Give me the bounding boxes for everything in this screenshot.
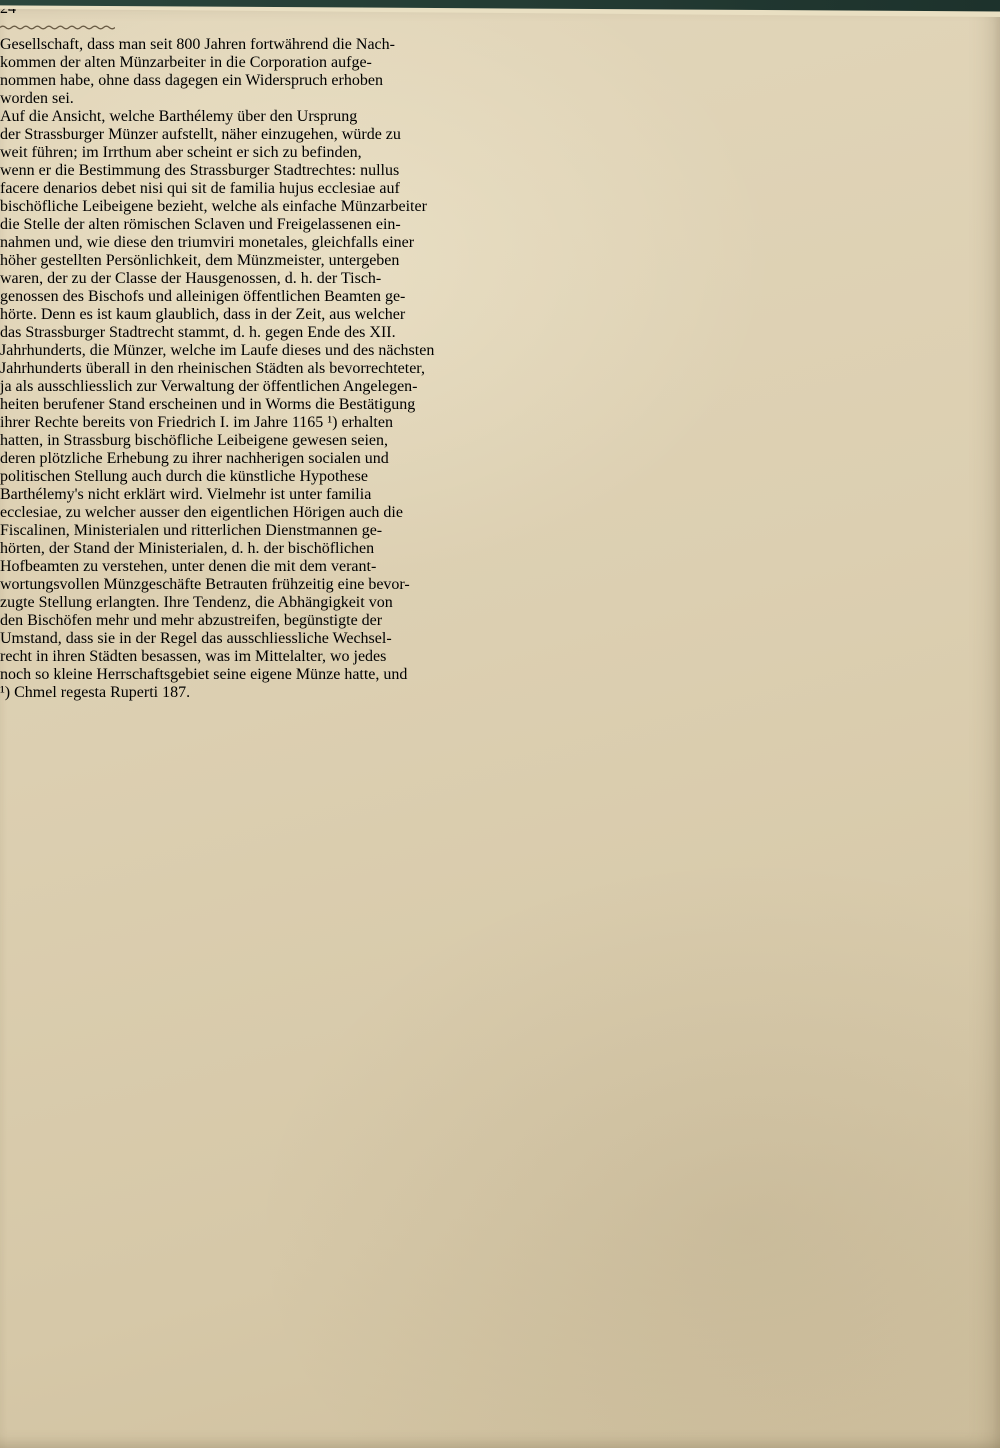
text-line <box>0 216 1000 234</box>
text-segment: hörten, der Stand der Ministerialen, d. h. der bischöflichen <box>0 540 375 557</box>
text-segment: hatten, in Strassburg bischöfliche Leibeigene gewesen seien, <box>0 432 389 449</box>
page-content <box>0 0 1000 702</box>
text-line <box>0 378 1000 396</box>
text-line <box>0 648 1000 666</box>
text-line <box>0 126 1000 144</box>
text-segment: wortungsvollen Münzgeschäfte Betrauten frühzeitig eine bevor- <box>0 576 410 593</box>
text-line <box>0 72 1000 90</box>
text-segment: weit führen; im Irrthum aber scheint er sich zu befinden, <box>0 144 362 161</box>
text-segment: erhalten <box>337 414 393 431</box>
text-line <box>0 360 1000 378</box>
text-line <box>0 594 1000 612</box>
text-line <box>0 432 1000 450</box>
text-segment: noch so kleine Herrschaftsgebiet seine eigene Münze hatte, und <box>0 666 408 683</box>
text-segment: worden sei. <box>0 90 74 107</box>
text-segment: Gesellschaft, dass man seit 800 Jahren fortwährend die Nach- <box>0 36 395 53</box>
text-segment: Hofbeamten zu verstehen, unter denen die mit dem verant- <box>0 558 377 575</box>
text-segment: das Strassburger Stadtrecht stammt, d. h. gegen Ende des XII. <box>0 324 396 341</box>
text-segment: der Strassburger Münzer aufstellt, näher einzugehen, würde zu <box>0 126 401 143</box>
text-line <box>0 90 1000 108</box>
text-line <box>0 324 1000 342</box>
text-segment: Barthélemy's nicht erklärt wird. Vielmehr ist unter <box>0 486 326 503</box>
text-segment: politischen Stellung auch durch die künstliche Hypothese <box>0 468 368 485</box>
text-line <box>0 414 1000 432</box>
text-line <box>0 486 1000 504</box>
text-line <box>0 252 1000 270</box>
text-segment: deren plötzliche Erhebung zu ihrer nachherigen socialen und <box>0 450 389 467</box>
text-segment: ihrer Rechte bereits von Friedrich I. im Jahre 1165 <box>0 414 328 431</box>
text-line <box>0 180 1000 198</box>
text-line <box>0 270 1000 288</box>
text-line <box>0 198 1000 216</box>
text-segment: Auf die Ansicht, welche Barthélemy über den Ursprung <box>0 108 358 125</box>
text-segment: auf <box>375 180 400 197</box>
latin-phrase: facere denarios debet nisi qui sit de familia hujus ecclesiae <box>0 180 376 197</box>
text-line <box>0 630 1000 648</box>
latin-phrase: familia <box>325 486 372 503</box>
text-segment: Fiscalinen, Ministerialen und ritterlichen Dienstmannen ge- <box>0 522 383 539</box>
text-segment: nommen habe, ohne dass dagegen ein Widerspruch erhoben <box>0 72 383 89</box>
text-segment: Jahrhunderts überall in den rheinischen Städten als bevorrechteter, <box>0 360 425 377</box>
footnote-marker: ¹) <box>0 684 11 701</box>
text-line <box>0 54 1000 72</box>
text-segment: nahmen und, wie diese den <box>0 234 178 251</box>
text-line <box>0 558 1000 576</box>
latin-phrase: triumviri monetales <box>177 234 304 251</box>
text-segment: Umstand, dass sie in der Regel das ausschliessliche Wechsel- <box>0 630 392 647</box>
text-segment: bischöfliche Leibeigene bezieht, welche als einfache Münzarbeiter <box>0 198 427 215</box>
text-line <box>0 612 1000 630</box>
text-segment: wenn er die Bestimmung des Strassburger Stadtrechtes: <box>0 162 361 179</box>
text-segment: kommen der alten Münzarbeiter in die Corporation aufge- <box>0 54 372 71</box>
text-line <box>0 468 1000 486</box>
latin-phrase: nullus <box>360 162 400 179</box>
text-segment: höher gestellten Persönlichkeit, dem Münzmeister, untergeben <box>0 252 400 269</box>
text-line <box>0 162 1000 180</box>
text-segment: , zu welcher ausser den eigentlichen Hörigen auch die <box>57 504 403 521</box>
text-line <box>0 504 1000 522</box>
text-segment: Jahrhunderts, die Münzer, welche im Laufe dieses und des nächsten <box>0 342 435 359</box>
text-segment: ja als ausschliesslich zur Verwaltung der öffentlichen Angelegen- <box>0 378 418 395</box>
text-line <box>0 540 1000 558</box>
footnote <box>0 684 1000 702</box>
text-line <box>0 450 1000 468</box>
text-line <box>0 666 1000 684</box>
text-segment: hörte. Denn es ist kaum glaublich, dass in der Zeit, aus welcher <box>0 306 406 323</box>
text-segment: den Bischöfen mehr und mehr abzustreifen, begünstigte der <box>0 612 383 629</box>
text-segment: zugte Stellung erlangten. Ihre Tendenz, die Abhängigkeit von <box>0 594 393 611</box>
latin-phrase: ecclesiae <box>0 504 58 521</box>
wavy-underline <box>0 24 115 31</box>
footnote-text: Chmel regesta Ruperti 187. <box>10 684 191 701</box>
body-text <box>0 36 1000 684</box>
text-line <box>0 396 1000 414</box>
text-segment: recht in ihren Städten besassen, was im Mittelalter, wo jedes <box>0 648 387 665</box>
text-segment: waren, der zu der Classe der Hausgenossen, d. h. der Tisch- <box>0 270 382 287</box>
text-line <box>0 522 1000 540</box>
text-segment: heiten berufener Stand erscheinen und in Worms die Bestätigung <box>0 396 416 413</box>
text-line <box>0 342 1000 360</box>
text-line <box>0 288 1000 306</box>
text-line <box>0 306 1000 324</box>
text-line <box>0 36 1000 54</box>
text-line <box>0 234 1000 252</box>
text-line <box>0 108 1000 126</box>
text-segment: die Stelle der alten römischen Sclaven und Freigelassenen ein- <box>0 216 401 233</box>
text-segment: genossen des Bischofs und alleinigen öffentlichen Beamten ge- <box>0 288 406 305</box>
text-line <box>0 576 1000 594</box>
footnote-reference: ¹) <box>327 414 338 431</box>
text-segment: , gleichfalls einer <box>303 234 415 251</box>
text-line <box>0 144 1000 162</box>
right-page-stack-edge <box>989 0 1000 1448</box>
